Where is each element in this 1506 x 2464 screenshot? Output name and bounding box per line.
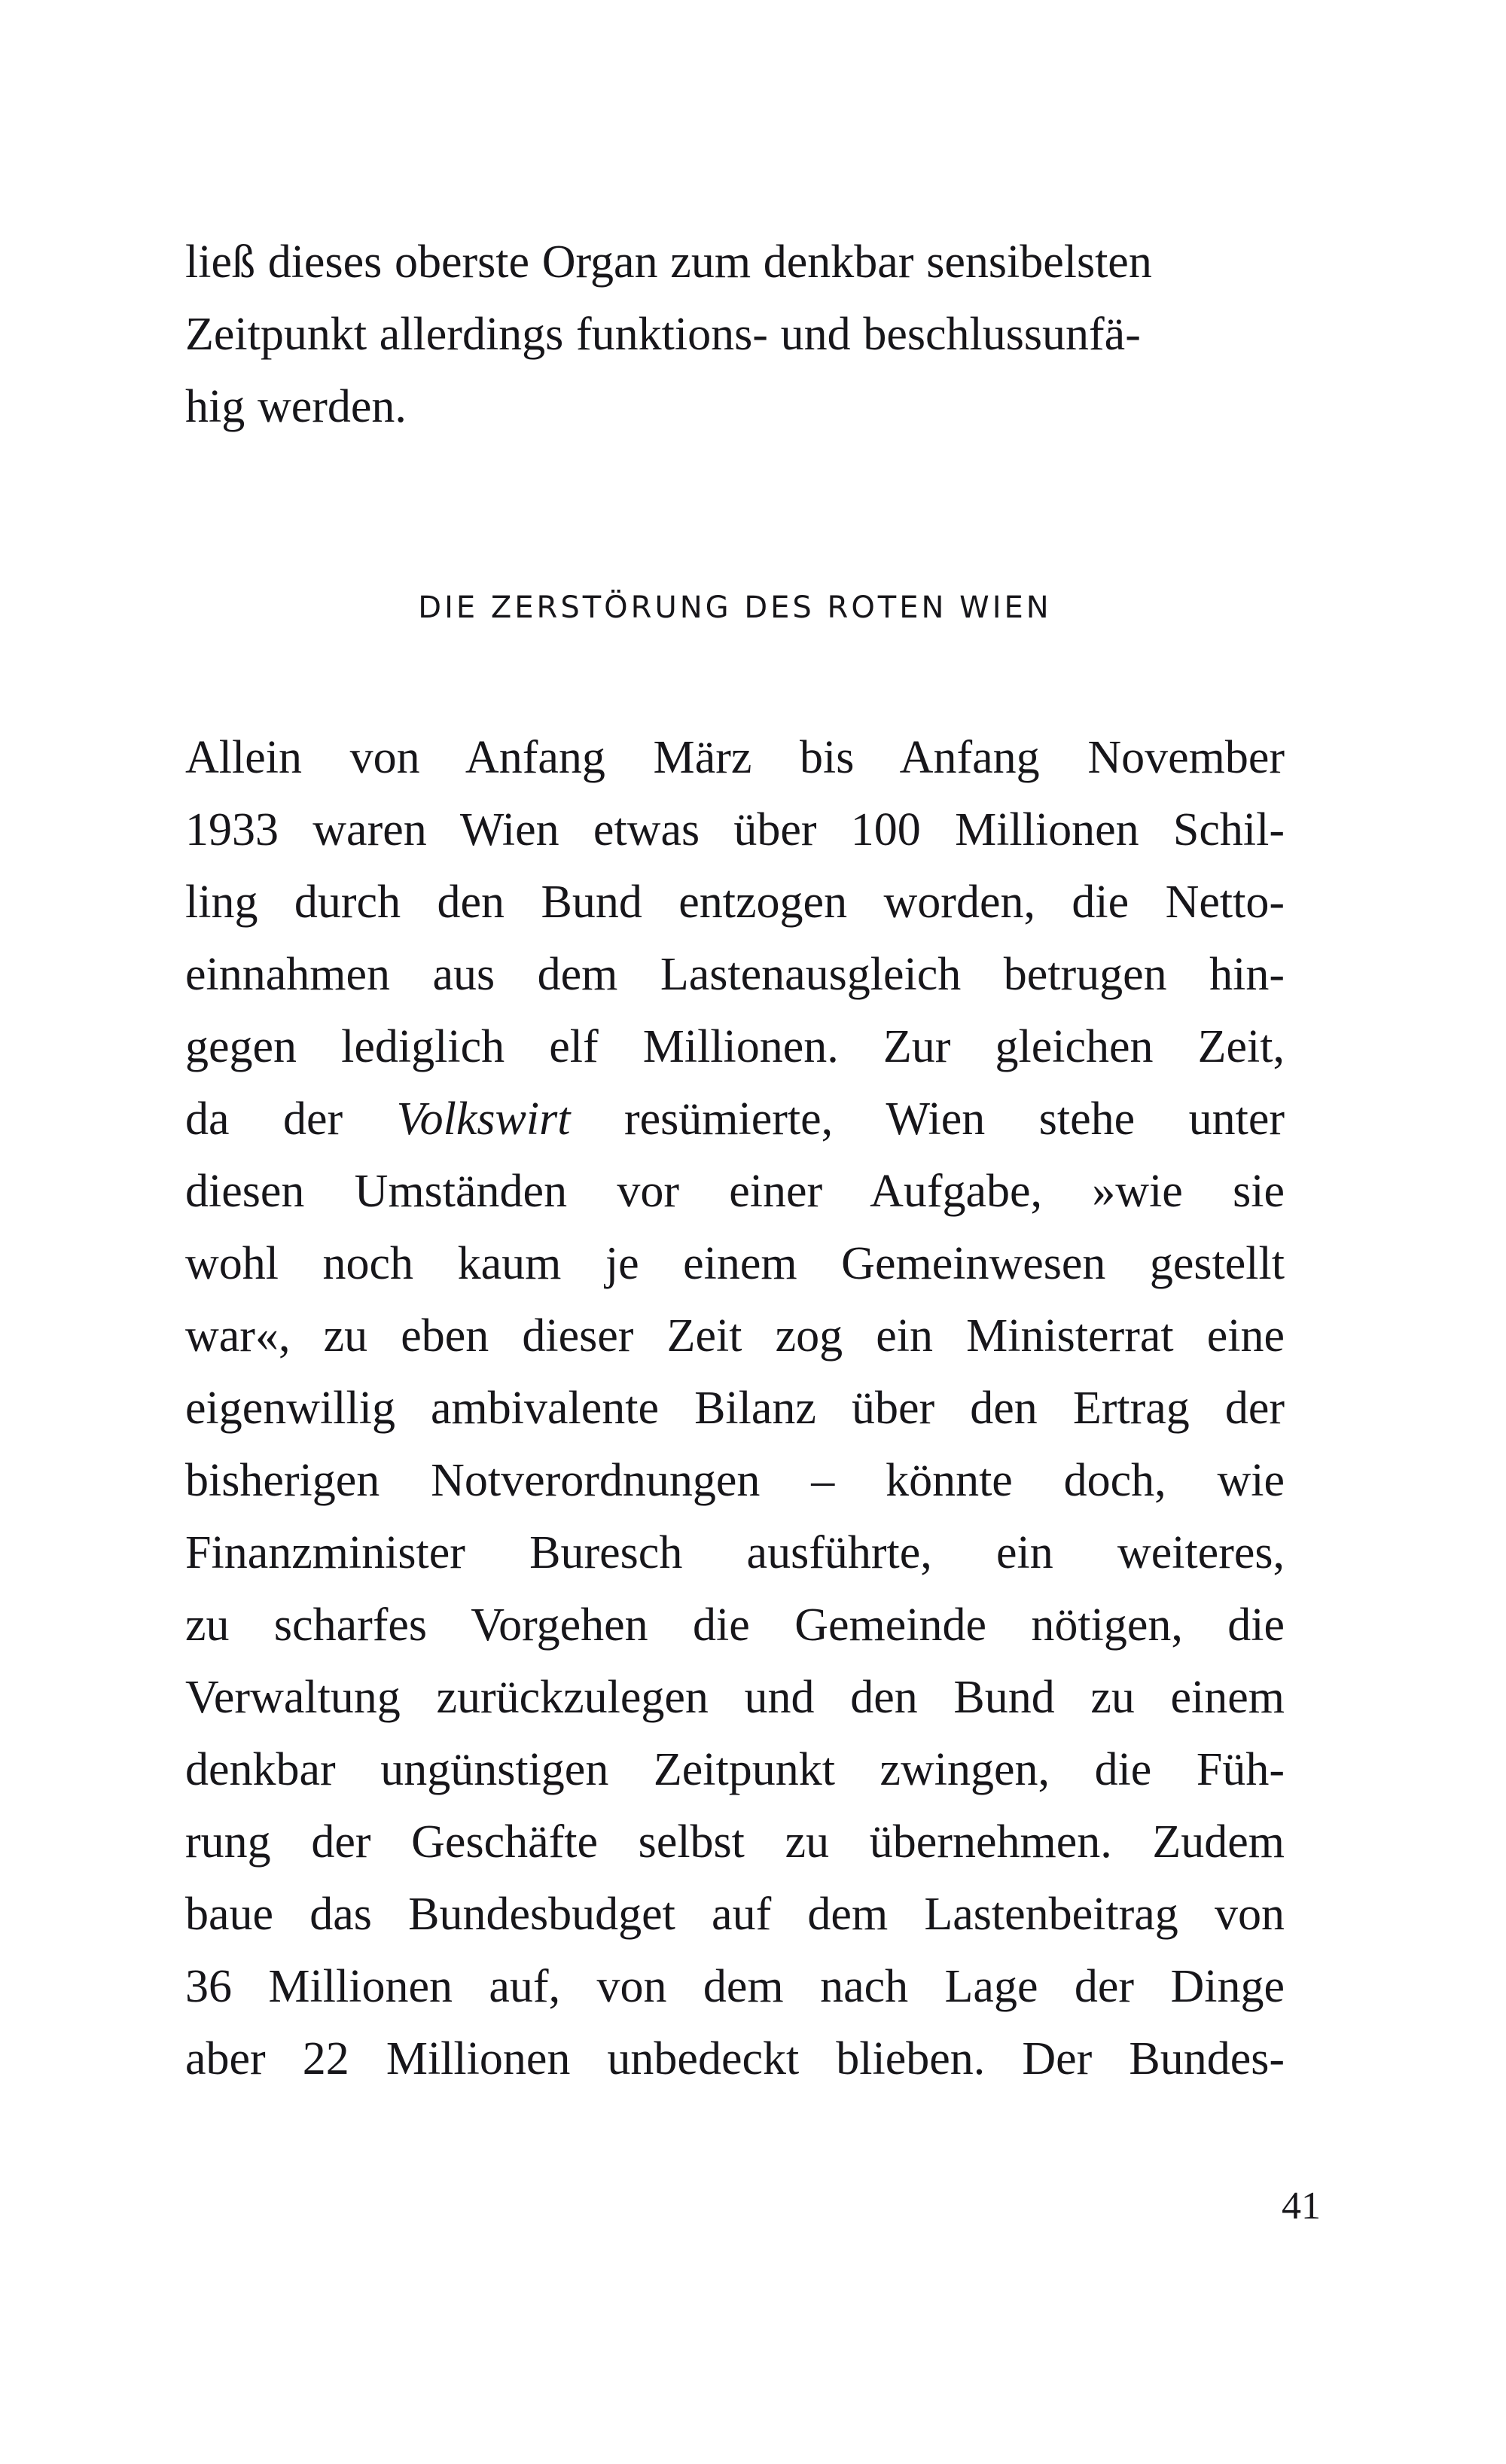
text-line: 36 Millionen auf, von dem nach Lage der Dinge [185,1961,1285,2012]
text-line: denkbar ungünstigen Zeitpunkt zwingen, die Füh- [185,1744,1285,1795]
text-line: eigenwillig ambivalente Bilanz über den Ertrag der [185,1383,1285,1434]
text-line: gegen lediglich elf Millionen. Zur gleichen Zeit, [185,1021,1285,1072]
text-line: Zeitpunkt allerdings funktions- und beschlussunfä- [185,309,1141,360]
text-line: ling durch den Bund entzogen worden, die Netto- [185,877,1285,928]
continued-paragraph [185,226,1285,443]
text-line-with-italic [185,1083,1285,1155]
text-line: bisherigen Notverordnungen – könnte doch, wie [185,1455,1285,1506]
text-column [185,226,1285,2095]
body-paragraph [185,721,1285,2095]
text-line: einnahmen aus dem Lastenausgleich betrugen hin- [185,949,1285,1000]
text-line: aber 22 Millionen unbedeckt blieben. Der Bundes- [185,2033,1285,2084]
section-heading: DIE ZERSTÖRUNG DES ROTEN WIEN [418,590,1052,625]
text-line: Verwaltung zurückzulegen und den Bund zu einem [185,1672,1285,1723]
text-line: baue das Bundesbudget auf dem Lastenbeitrag von [185,1889,1285,1940]
line-text-after: resümierte, Wien stehe unter [570,1093,1285,1145]
text-line: 1933 waren Wien etwas über 100 Millionen Schil- [185,804,1285,855]
text-line: Allein von Anfang März bis Anfang November [185,732,1285,783]
text-line: wohl noch kaum je einem Gemeinwesen gestellt [185,1238,1285,1289]
text-line: zu scharfes Vorgehen die Gemeinde nötigen, die [185,1599,1285,1651]
italic-title: Volkswirt [396,1093,571,1145]
text-line: hig werden. [185,381,407,432]
text-line: rung der Geschäfte selbst zu übernehmen. Zudem [185,1816,1285,1868]
line-text-before: da der [185,1093,397,1145]
text-line: diesen Umständen vor einer Aufgabe, »wie sie [185,1166,1285,1217]
text-line: ließ dieses oberste Organ zum denkbar sensibelsten [185,236,1152,288]
page-number: 41 [1282,2185,1321,2228]
text-line: war«, zu eben dieser Zeit zog ein Ministerrat eine [185,1310,1285,1362]
text-line: Finanzminister Buresch ausführte, ein weiteres, [185,1527,1285,1578]
